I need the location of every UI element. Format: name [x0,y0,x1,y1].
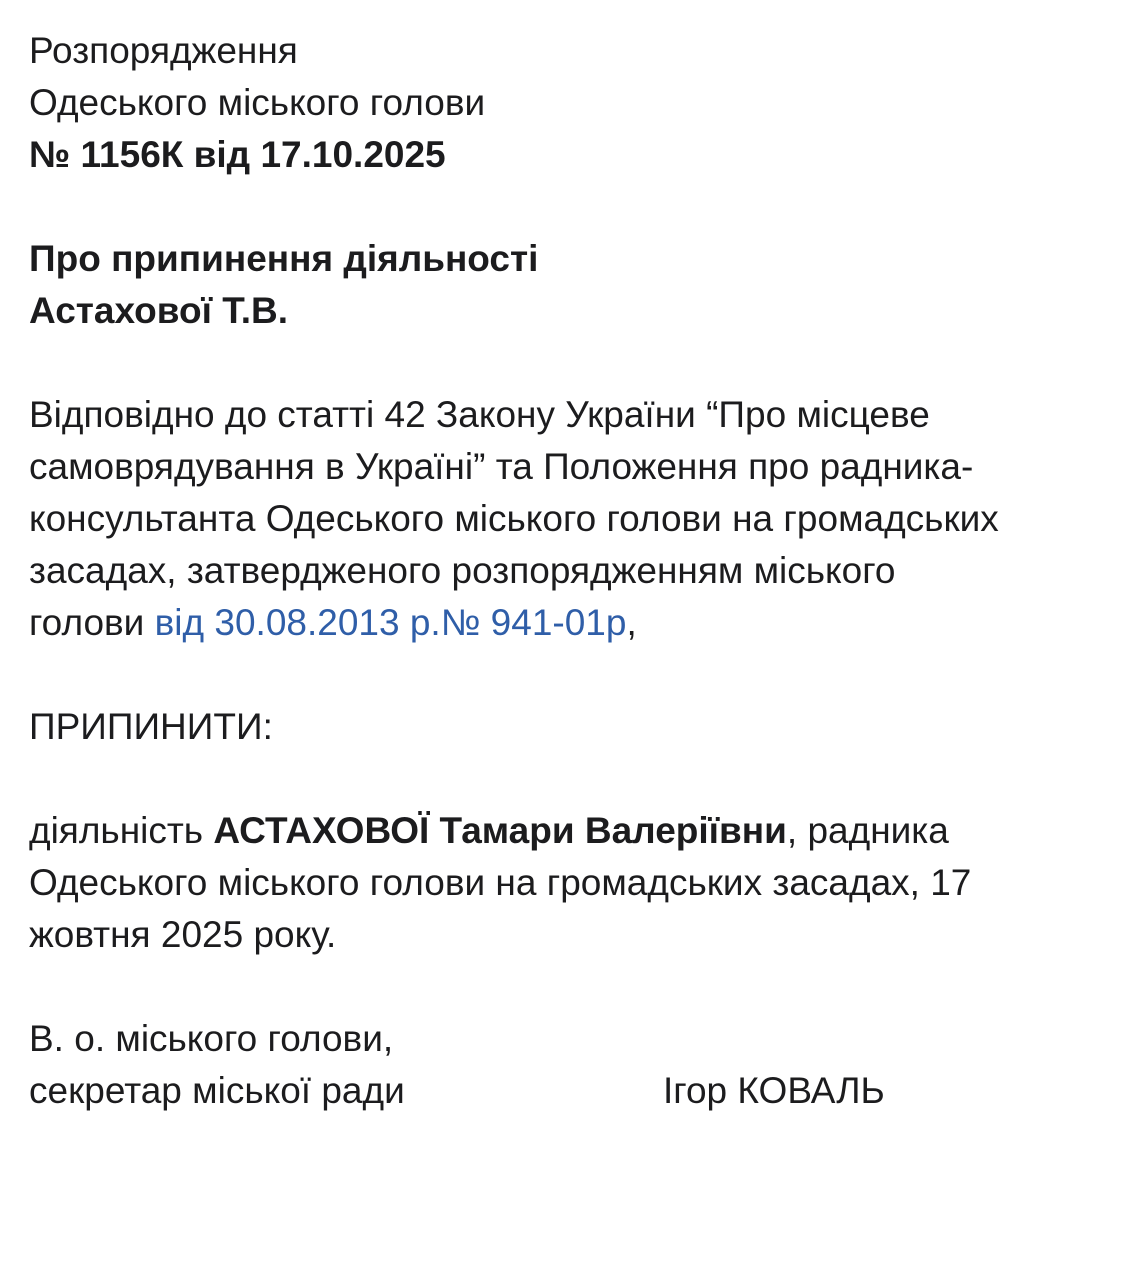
order-body-paragraph [29,805,1114,961]
order-directive [29,701,1114,753]
document-number-date: № 1156К від 17.10.2025 [29,134,446,175]
document [29,25,1114,1117]
basis-line-1: Відповідно до статті 42 Закону України “Про місцеве [29,394,930,435]
basis-line-5-suffix: , [626,602,637,643]
basis-line-4: засадах, затвердженого розпорядженням міського [29,550,896,591]
body-line-1-prefix: діяльність [29,810,214,851]
basis-line-5-prefix: голови [29,602,155,643]
document-title [29,233,1114,337]
basis-line-2: самоврядування в Україні” та Положення про радника- [29,446,974,487]
order-word: ПРИПИНИТИ: [29,706,273,747]
legal-basis-paragraph [29,389,1114,649]
body-line-1-suffix: , радника [786,810,949,851]
document-header [29,25,1114,181]
basis-line-5 [29,597,1114,649]
body-line-3: жовтня 2025 року. [29,914,337,955]
signer-name: Ігор КОВАЛЬ [663,1070,885,1111]
title-line-1: Про припинення діяльності [29,238,539,279]
title-line-2: Астахової Т.В. [29,290,289,331]
signer-position-line-1: В. о. міського голови, [29,1018,394,1059]
issuer: Одеського міського голови [29,82,486,123]
document-type: Розпорядження [29,30,298,71]
body-line-1 [29,805,1114,857]
basis-line-3: консультанта Одеського міського голови на громадських [29,498,999,539]
regulation-reference-link[interactable]: від 30.08.2013 р.№ 941-01р [154,602,627,643]
body-line-2: Одеського міського голови на громадських засадах, 17 [29,862,972,903]
person-name: АСТАХОВОЇ Тамари Валеріївни [213,810,787,851]
signer-position-line-2: секретар міської ради [29,1070,405,1111]
signature-block [29,1013,1114,1117]
